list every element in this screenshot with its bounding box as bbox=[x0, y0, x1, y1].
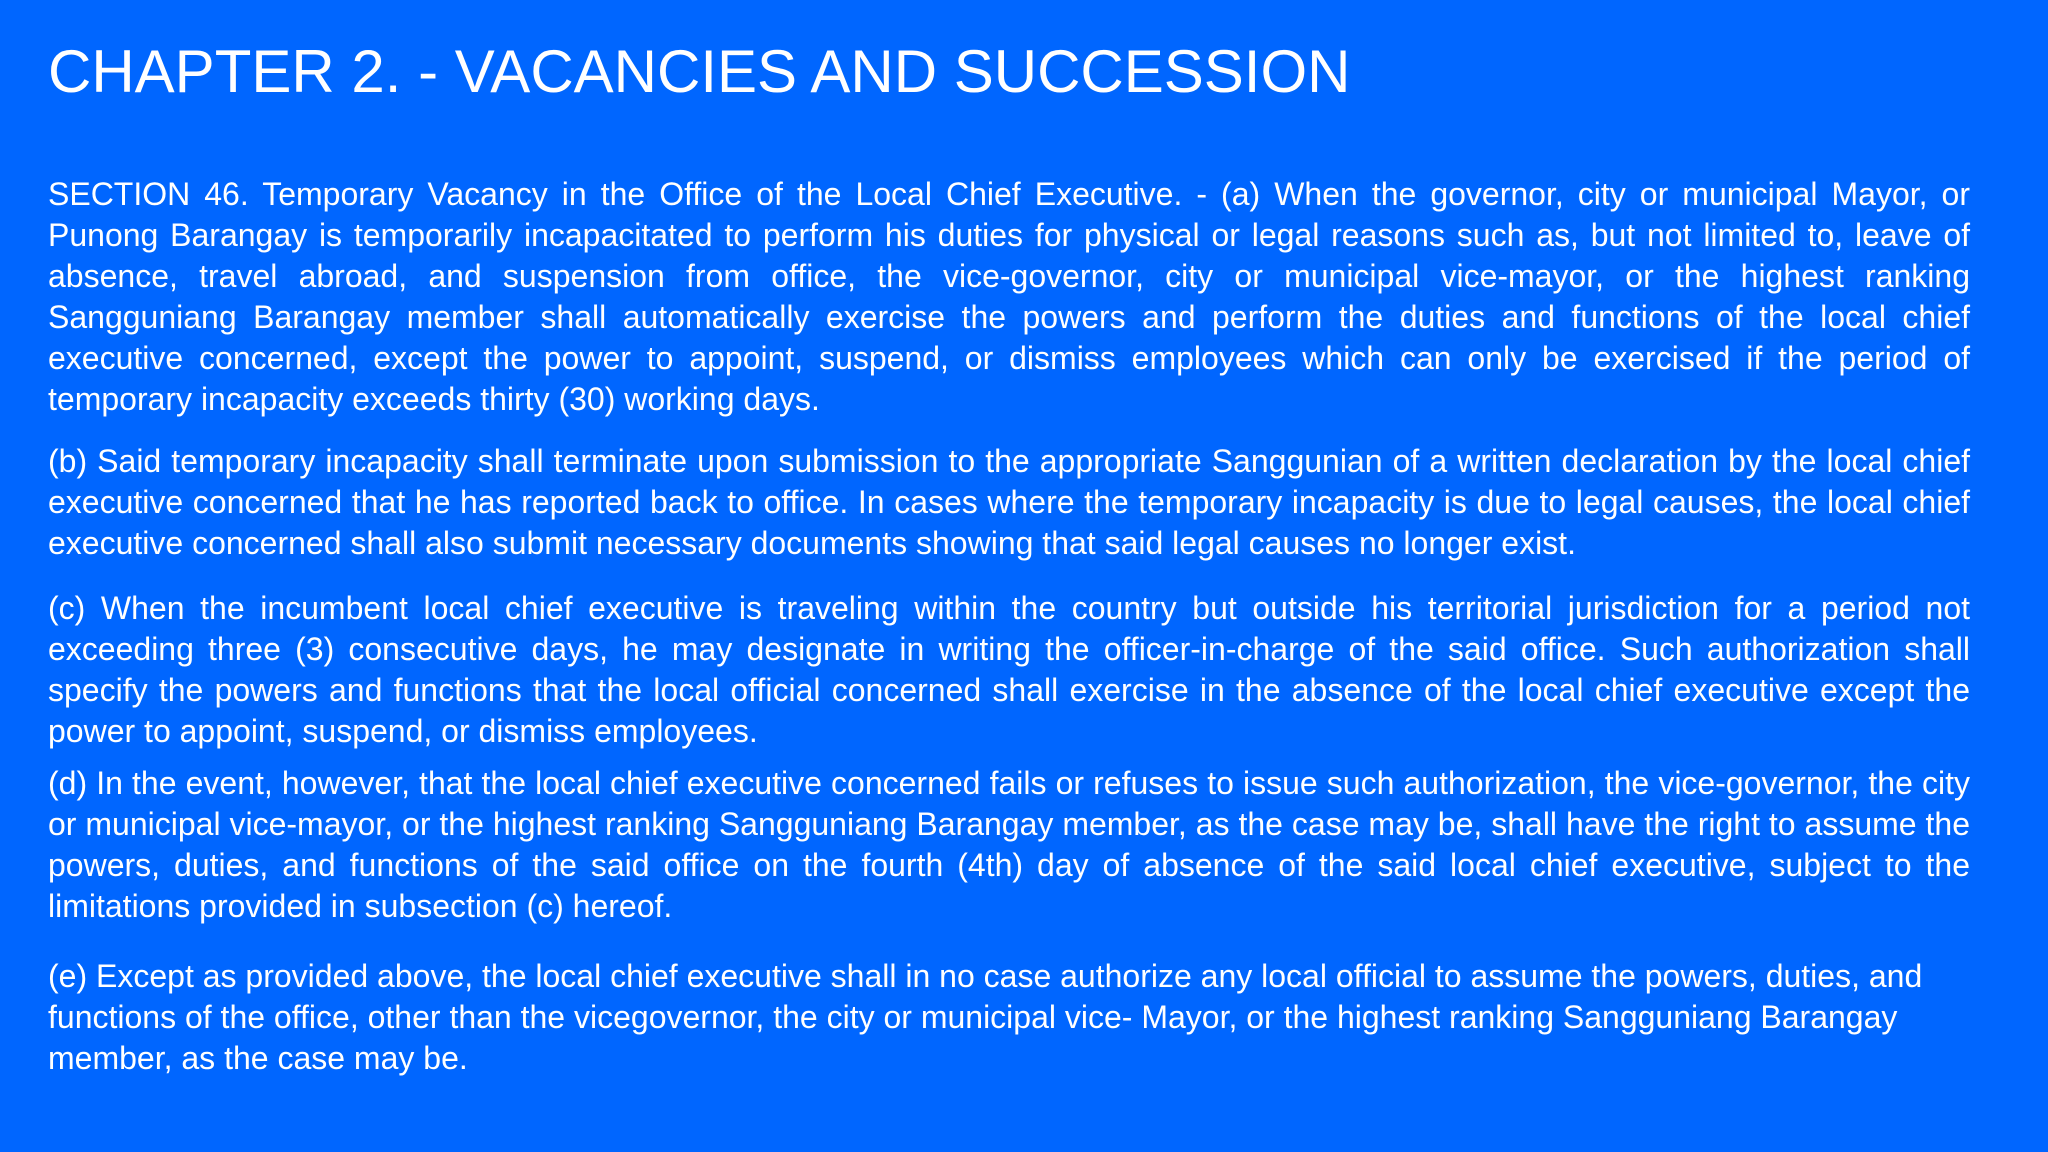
paragraph-c: (c) When the incumbent local chief executive is traveling within the country but outside his territorial jurisdiction for a period not exceeding three (3) consecutive days, he may designate in writing the officer-in-charge of the said office. Such authorization shall specify the powers and functions that the local official concerned shall exercise in the absence of the local chief executive except the power to appoint, suspend, or dismiss employees. bbox=[48, 590, 1970, 749]
paragraph-e: (e) Except as provided above, the local chief executive shall in no case authorize any local official to assume the powers, duties, and functions of the office, other than the vicegovernor, the city or municipal vice- Mayor, or the highest ranking Sangguniang Barangay member, as the case may be. bbox=[48, 958, 1923, 1076]
paragraph-b: (b) Said temporary incapacity shall terminate upon submission to the appropriate Sanggunian of a written declaration by the local chief executive concerned that he has reported back to office. In cases where the temporary incapacity is due to legal causes, the local chief executive concerned shall also submit necessary documents showing that said legal causes no longer exist. bbox=[48, 443, 1970, 561]
paragraph-d: (d) In the event, however, that the local chief executive concerned fails or refuses to issue such authorization, the vice-governor, the city or municipal vice-mayor, or the highest ranking Sangguniang Barangay member, as the case may be, shall have the right to assume the powers, duties, and functions of the said office on the fourth (4th) day of absence of the said local chief executive, subject to the limitations provided in subsection (c) hereof. bbox=[48, 765, 1970, 924]
paragraph-section-46-a: SECTION 46. Temporary Vacancy in the Office of the Local Chief Executive. - (a) When the governor, city or municipal Mayor, or Punong Barangay is temporarily incapacitated to perform his duties for physical or legal reasons such as, but not limited to, leave of absence, travel abroad, and suspension from office, the vice-governor, city or municipal vice-mayor, or the highest ranking Sangguniang Barangay member shall automatically exercise the powers and perform the duties and functions of the local chief executive concerned, except the power to appoint, suspend, or dismiss employees which can only be exercised if the period of temporary incapacity exceeds thirty (30) working days. bbox=[48, 176, 1970, 417]
slide-title: CHAPTER 2. - VACANCIES AND SUCCESSION bbox=[48, 38, 1351, 105]
